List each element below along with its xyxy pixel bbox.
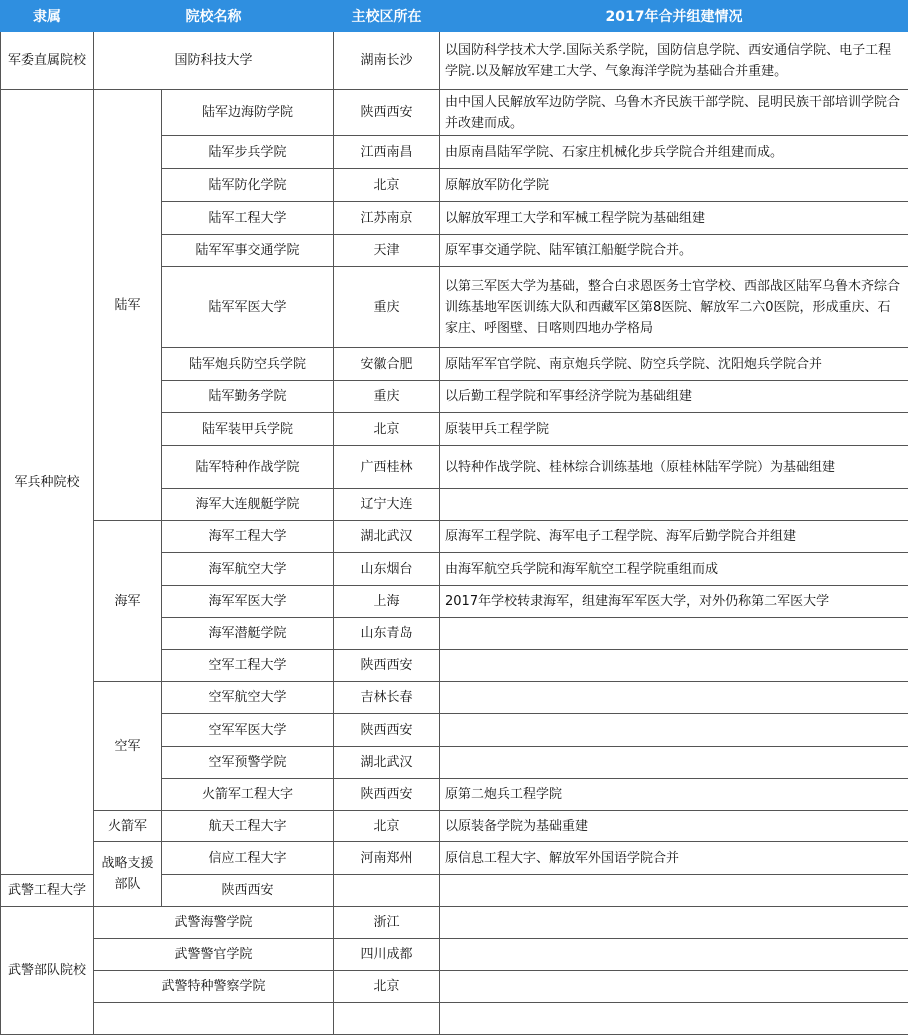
merger-history	[440, 747, 908, 779]
school-name: 海军大连舰艇学院	[162, 489, 334, 521]
table-row	[1, 90, 908, 136]
school-name: 陆军步兵学院	[162, 136, 334, 169]
table-row	[1, 939, 908, 971]
school-name: 武警警官学院	[94, 939, 334, 971]
merger-history	[440, 939, 908, 971]
school-name: 陆军勤务学院	[162, 381, 334, 413]
merger-history	[440, 971, 908, 1003]
merger-history: 以解放军理工大学和军械工程学院为基础组建	[440, 202, 908, 235]
campus-location: 山东烟台	[334, 553, 440, 586]
header-school: 院校名称	[94, 1, 334, 32]
campus-location: 辽宁大连	[334, 489, 440, 521]
campus-location: 上海	[334, 586, 440, 618]
school-name: 陆军炮兵防空兵学院	[162, 348, 334, 381]
campus-location: 重庆	[334, 381, 440, 413]
merger-history	[440, 618, 908, 650]
merger-history	[440, 489, 908, 521]
branch-ssf: 战略支援部队	[94, 842, 162, 907]
school-name: 空军预警学院	[162, 747, 334, 779]
table-row	[1, 682, 908, 714]
merger-history: 以国防科学技术大学.国际关系学院，国防信息学院、西安通信学院、电子工程学院.以及解放军建工大学、气象海洋学院为基础合并重建。	[440, 32, 908, 90]
merger-history	[440, 907, 908, 939]
school-name: 陆军特种作战学院	[162, 446, 334, 489]
school-name: 空军军医大学	[162, 714, 334, 747]
school-name: 陆军军医大学	[162, 267, 334, 348]
header-affiliation: 隶属	[1, 1, 94, 32]
school-name: 信应工程大字	[162, 842, 334, 875]
campus-location: 天津	[334, 235, 440, 267]
school-name: 海军工程大学	[162, 521, 334, 553]
school-name: 陆军防化学院	[162, 169, 334, 202]
campus-location: 广西桂林	[334, 446, 440, 489]
campus-location: 山东青岛	[334, 618, 440, 650]
table-row	[1, 521, 908, 553]
header-campus: 主校区所在	[334, 1, 440, 32]
school-name: 空军工程大学	[162, 650, 334, 682]
merger-history	[440, 650, 908, 682]
merger-history: 原陆军军官学院、南京炮兵学院、防空兵学院、沈阳炮兵学院合并	[440, 348, 908, 381]
group-cmc: 军委直属院校	[1, 32, 94, 90]
merger-history: 原解放军防化学院	[440, 169, 908, 202]
merger-history: 原装甲兵工程学院	[440, 413, 908, 446]
merger-history: 原第二炮兵工程学院	[440, 779, 908, 811]
merger-history: 以特种作战学院、桂林综合训练基地（原桂林陆军学院）为基础组建	[440, 446, 908, 489]
school-name: 陆军军事交通学院	[162, 235, 334, 267]
merger-history: 由原南昌陆军学院、石家庄机械化步兵学院合并组建而成。	[440, 136, 908, 169]
merger-history: 以原装备学院为基础重建	[440, 811, 908, 842]
merger-history: 原海军工程学院、海军电子工程学院、海军后勤学院合并组建	[440, 521, 908, 553]
school-name: 国防科技大学	[94, 32, 334, 90]
branch-rocket: 火箭军	[94, 811, 162, 842]
group-armed-police: 武警部队院校	[1, 907, 94, 1035]
campus-location: 安徽合肥	[334, 348, 440, 381]
branch-airforce: 空军	[94, 682, 162, 811]
campus-location: 陕西西安	[162, 875, 334, 907]
campus-location: 陕西西安	[334, 714, 440, 747]
campus-location: 湖北武汉	[334, 747, 440, 779]
merger-history: 由海军航空兵学院和海军航空工程学院重组而成	[440, 553, 908, 586]
campus-location: 江苏南京	[334, 202, 440, 235]
branch-army: 陆军	[94, 90, 162, 521]
campus-location: 北京	[334, 413, 440, 446]
table-row	[1, 32, 908, 90]
school-name: 海军航空大学	[162, 553, 334, 586]
campus-location: 湖南长沙	[334, 32, 440, 90]
merger-history: 由中国人民解放军边防学院、乌鲁木齐民族干部学院、昆明民族干部培训学院合并改建而成。	[440, 90, 908, 136]
school-name: 武警工程大学	[1, 875, 94, 907]
table-row	[1, 811, 908, 842]
campus-location: 北京	[334, 811, 440, 842]
campus-location: 北京	[334, 971, 440, 1003]
campus-location: 江西南昌	[334, 136, 440, 169]
merger-history: 原军事交通学院、陆军镇江船艇学院合并。	[440, 235, 908, 267]
campus-location: 吉林长春	[334, 682, 440, 714]
merger-history: 2017年学校转隶海军，组建海军军医大学，对外仍称第二军医大学	[440, 586, 908, 618]
school-name: 陆军工程大学	[162, 202, 334, 235]
merger-history	[440, 1003, 908, 1035]
campus-location: 重庆	[334, 267, 440, 348]
merger-history: 以第三军医大学为基础，整合白求恩医务士官学校、西部战区陆军乌鲁木齐综合训练基地军医训练大队和西藏军区第8医院、解放军二六0医院，形成重庆、石家庄、呼图壁、日喀则四地办学格局	[440, 267, 908, 348]
school-name: 空军航空大学	[162, 682, 334, 714]
campus-location: 四川成都	[334, 939, 440, 971]
campus-location: 陕西西安	[334, 650, 440, 682]
campus-location: 湖北武汉	[334, 521, 440, 553]
campus-location: 陕西西安	[334, 779, 440, 811]
merger-history	[334, 875, 440, 907]
merger-history: 以后勤工程学院和军事经济学院为基础组建	[440, 381, 908, 413]
campus-location	[334, 1003, 440, 1035]
group-services: 军兵种院校	[1, 90, 94, 875]
table-row	[1, 1003, 908, 1035]
campus-location: 浙江	[334, 907, 440, 939]
campus-location: 陕西西安	[334, 90, 440, 136]
school-name: 火箭军工程大字	[162, 779, 334, 811]
table-row	[1, 842, 908, 875]
table-row	[1, 971, 908, 1003]
campus-location: 河南郑州	[334, 842, 440, 875]
school-name: 武警特种警察学院	[94, 971, 334, 1003]
merger-history	[440, 714, 908, 747]
header-row	[1, 1, 908, 32]
school-name: 武警海警学院	[94, 907, 334, 939]
merger-history: 原信息工程大字、解放军外国语学院合并	[440, 842, 908, 875]
school-name: 海军军医大学	[162, 586, 334, 618]
branch-navy: 海军	[94, 521, 162, 682]
school-name: 海军潜艇学院	[162, 618, 334, 650]
merger-history	[440, 682, 908, 714]
school-name: 航天工程大字	[162, 811, 334, 842]
school-name: 陆军边海防学院	[162, 90, 334, 136]
school-name: 陆军装甲兵学院	[162, 413, 334, 446]
header-history: 2017年合并组建情况	[440, 1, 908, 32]
table-row	[1, 907, 908, 939]
campus-location: 北京	[334, 169, 440, 202]
school-name	[94, 1003, 334, 1035]
